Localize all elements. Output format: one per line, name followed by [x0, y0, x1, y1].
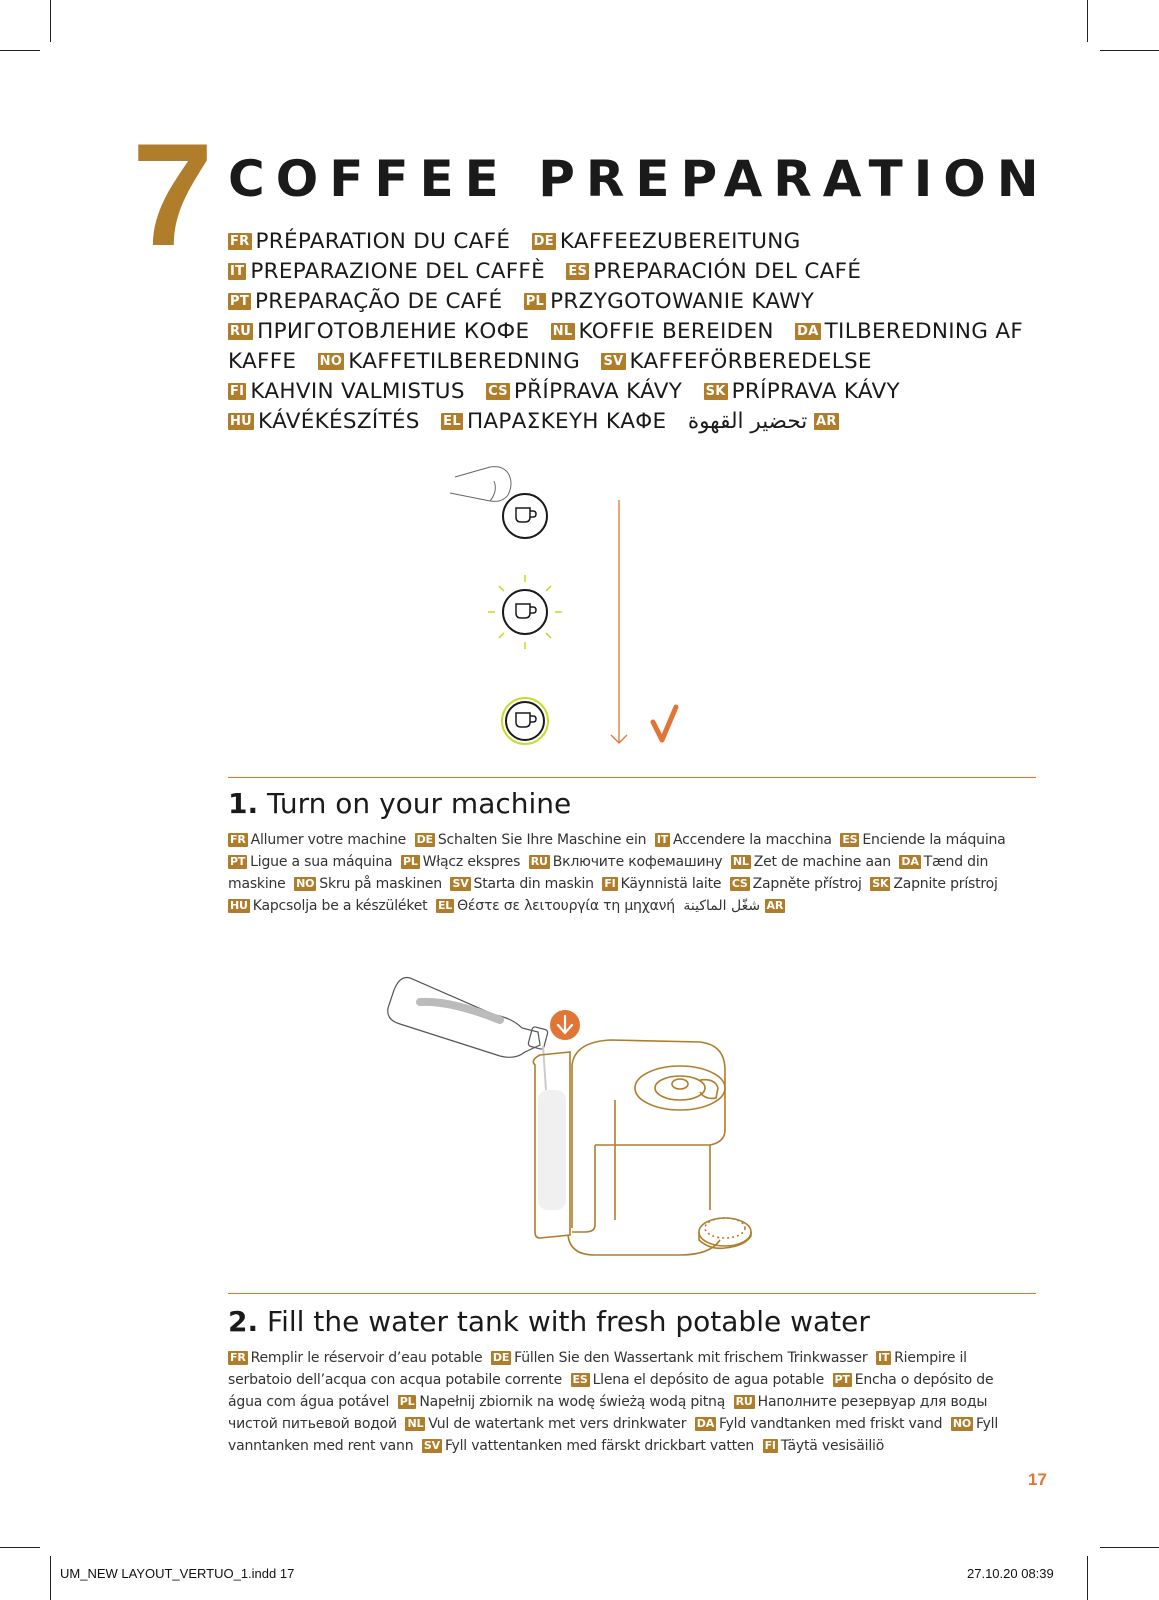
translation-hu: HU KÁVÉKÉSZÍTÉS	[230, 409, 420, 434]
page-title: COFFEE PREPARATION	[228, 150, 1050, 208]
crop-mark	[0, 50, 40, 51]
check-icon	[653, 707, 676, 740]
translation-de: DE KAFFEEZUBEREITUNG	[533, 229, 801, 254]
chapter-number: 7	[132, 113, 210, 276]
crop-mark	[50, 1556, 51, 1600]
crop-mark	[1100, 1547, 1159, 1548]
translation-pl: PL PRZYGOTOWANIE KAWY	[525, 289, 815, 314]
water-stream	[543, 1046, 546, 1090]
crop-mark	[50, 0, 51, 42]
translation-sk: SK PRÍPRAVA KÁVY	[705, 379, 900, 404]
crop-mark	[1087, 1556, 1088, 1600]
translation-fi: FI KAHVIN VALMISTUS	[230, 379, 465, 404]
translation-nl: NL KOFFIE BEREIDEN	[552, 319, 774, 344]
down-arrow-icon	[611, 500, 627, 743]
translation-sv: SV KAFFEFÖRBEREDELSE	[603, 349, 872, 374]
translation-fr: FR PRÉPARATION DU CAFÉ	[230, 229, 511, 254]
translation-el: EL ΠΑΡΑΣΚΕΥΗ ΚΑΦΕ	[443, 409, 667, 434]
title-translations	[228, 227, 1058, 437]
cup-button-icon-lit	[502, 698, 548, 744]
down-arrow-icon	[550, 1010, 580, 1040]
step-2-title: 2. Fill the water tank with fresh potable water	[228, 1305, 870, 1338]
water-bottle-icon	[388, 978, 549, 1058]
page-number: 17	[1028, 1470, 1047, 1489]
crop-mark	[1087, 0, 1088, 42]
step-1-translations: FR Allumer votre machine DE Schalten Sie Ihre Maschine ein IT Accendere la macchina ES Enciende la máquina PT Ligue a sua máquina PL Włącz ekspres RU Включите кофемашину NL Zet de machine aan DA Tænd din maskine NO Skru på maskinen SV Starta din maskin FI Käynnistä laite CS Zapněte přístroj SK Zapnite prístroj HU Kapcsolja be a készüléket EL Θέστε σε λειτουργία τη μηχανή شغّل الماكينة AR	[228, 832, 1006, 914]
translation-es: ES PREPARACIÓN DEL CAFÉ	[568, 259, 862, 284]
finger-icon	[450, 467, 511, 502]
step-2-translations: FR Remplir le réservoir d’eau potable DE Füllen Sie den Wassertank mit frischem Trinkwasser IT Riempire il serbatoio dell’acqua con acqua potabile corrente ES Llena el depósito de agua potable PT Encha o depósito de água com água potável PL Napełnij zbiornik na wodę świeżą wodą pitną RU Наполните резервуар для воды чистой питьевой водой NL Vul de watertank met vers drinkwater DA Fyld vandtanken med friskt vand NO Fyll vanntanken med rent vann SV Fyll vattentanken med färskt drickbart vatten FI Täytä vesisäiliö	[228, 1350, 999, 1454]
footer-file: UM_NEW LAYOUT_VERTUO_1.indd 17	[60, 1566, 295, 1581]
translation-it: IT PREPARAZIONE DEL CAFFÈ	[230, 259, 545, 284]
divider	[228, 1293, 1036, 1294]
translation-cs: CS PŘÍPRAVA KÁVY	[488, 379, 683, 404]
footer-date: 27.10.20 08:39	[967, 1566, 1054, 1581]
divider	[228, 777, 1036, 778]
cup-button-icon-blinking	[488, 575, 562, 649]
translation-pt: PT PREPARAÇÃO DE CAFÉ	[230, 289, 503, 314]
crop-mark	[0, 1547, 40, 1548]
translation-ru: RU ПРИГОТОВЛЕНИЕ КОФЕ	[230, 319, 530, 344]
crop-mark	[1100, 50, 1159, 51]
cup-button-icon	[503, 494, 547, 538]
translation-ar: تحضير القهوة AR	[687, 409, 837, 434]
coffee-machine-icon	[533, 1040, 751, 1255]
step-1-title: 1. Turn on your machine	[228, 787, 572, 820]
water-fill-illustration	[380, 970, 780, 1270]
translation-da: DA TILBEREDNING AF KAFFE	[228, 319, 1024, 374]
translation-no: NO KAFFETILBEREDNING	[319, 349, 581, 374]
button-illustration	[440, 455, 700, 755]
